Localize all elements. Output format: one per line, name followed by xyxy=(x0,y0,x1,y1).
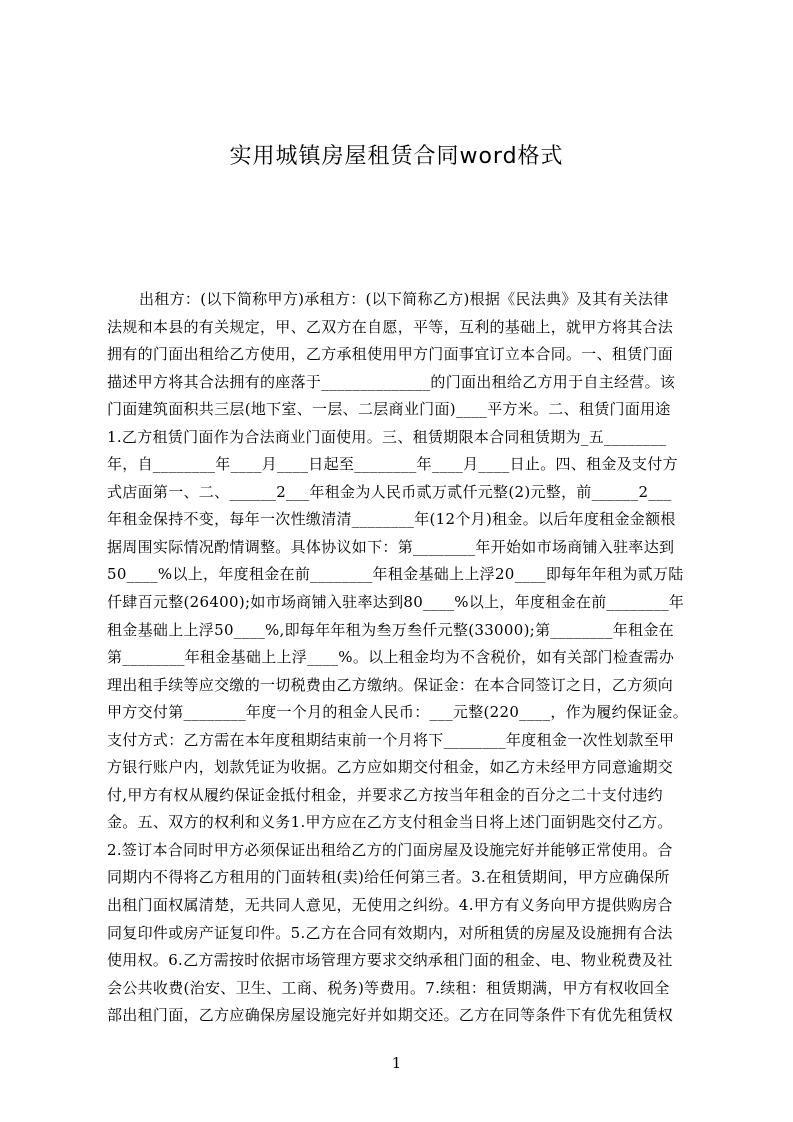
body-line: 年租金保持不变，每年一次性缴清清________年(12个月)租金。以后年度租金金额根 xyxy=(107,510,676,529)
page-number: 1 xyxy=(391,1054,402,1072)
body-line: 出租门面权属清楚，无共同人意见，无使用之纠纷。4.甲方有义务向甲方提供购房合 xyxy=(107,896,673,915)
body-line: 第________年租金基础上上浮____%。以上租金均为不含税价，如有关部门检查需办 xyxy=(107,648,675,667)
body-line: 法规和本县的有关规定，甲、乙双方在自愿，平等，互利的基础上，就甲方将其合法 xyxy=(107,317,674,336)
document-title: 实用城镇房屋租赁合同word格式 xyxy=(229,144,564,169)
body-line: 使用权。6.乙方需按时依据市场管理方要求交纳承租门面的租金、电、物业税费及社 xyxy=(107,951,673,970)
body-line: 租金基础上上浮50____%,即每年年租为叁万叁仟元整(33000);第________年租金在 xyxy=(107,620,674,639)
body-line: 50____%以上，年度租金在前________年租金基础上上浮20____即每年年租为贰万陆 xyxy=(107,565,684,584)
body-line: 出租方：(以下简称甲方)承租方：(以下简称乙方)根据《民法典》及其有关法律 xyxy=(139,290,669,308)
body-line: 2.签订本合同时甲方必须保证出租给乙方的门面房屋及设施完好并能够正常使用。合 xyxy=(107,840,673,859)
body-line: 金。五、双方的权利和义务1.甲方应在乙方支付租金当日将上述门面钥匙交付乙方。 xyxy=(107,813,673,832)
body-line: 仟肆百元整(26400);如市场商铺入驻率达到80____%以上，年度租金在前________年 xyxy=(107,593,685,612)
body-line: 甲方交付第________年度一个月的租金人民币：___元整(220____，作为履约保证金。 xyxy=(107,703,689,722)
body-line: 年，自________年____月____日起至________年____月____日止。四、租金及支付方 xyxy=(107,455,678,474)
body-line: 理出租手续等应交缴的一切税费由乙方缴纳。保证金：在本合同签订之日，乙方须向 xyxy=(107,675,674,694)
body-line: 描述甲方将其合法拥有的座落于______________的门面出租给乙方用于自主经营。该 xyxy=(107,372,676,391)
body-line: 部出租门面，乙方应确保房屋设施完好并如期交还。乙方在同等条件下有优先租赁权 xyxy=(107,1006,674,1025)
body-line: 1.乙方租赁门面作为合法商业门面使用。三、租赁期限本合同租赁期为_五________ xyxy=(107,427,667,446)
body-line: 拥有的门面出租给乙方使用，乙方承租使用甲方门面事宜订立本合同。一、租赁门面 xyxy=(107,345,674,364)
body-line: 式店面第一、二、______2___年租金为人民币贰万贰仟元整(2)元整，前______2___ xyxy=(107,482,672,501)
body-line: 支付方式：乙方需在本年度租期结束前一个月将下________年度租金一次性划款至甲 xyxy=(107,730,675,749)
body-line: 据周围实际情况酌情调整。具体协议如下：第________年开始如市场商铺入驻率达到 xyxy=(107,537,675,556)
body-line: 同期内不得将乙方租用的门面转租(卖)给任何第三者。3.在租赁期间，甲方应确保所 xyxy=(107,868,670,887)
body-line: 会公共收费(治安、卫生、工商、税务)等费用。7.续租：租赁期满，甲方有权收回全 xyxy=(107,978,670,997)
body-line: 方银行账户内，划款凭证为收据。乙方应如期交付租金，如乙方未经甲方同意逾期交 xyxy=(107,758,674,777)
body-line: 门面建筑面积共三层(地下室、一层、二层商业门面)____平方米。二、租赁门面用途 xyxy=(107,400,671,419)
contract-body xyxy=(107,286,701,1030)
body-line: 付,甲方有权从履约保证金抵付租金，并要求乙方按当年租金的百分之二十支付违约 xyxy=(107,785,663,804)
body-line: 同复印件或房产证复印件。5.乙方在合同有效期内，对所租赁的房屋及设施拥有合法 xyxy=(107,923,673,942)
